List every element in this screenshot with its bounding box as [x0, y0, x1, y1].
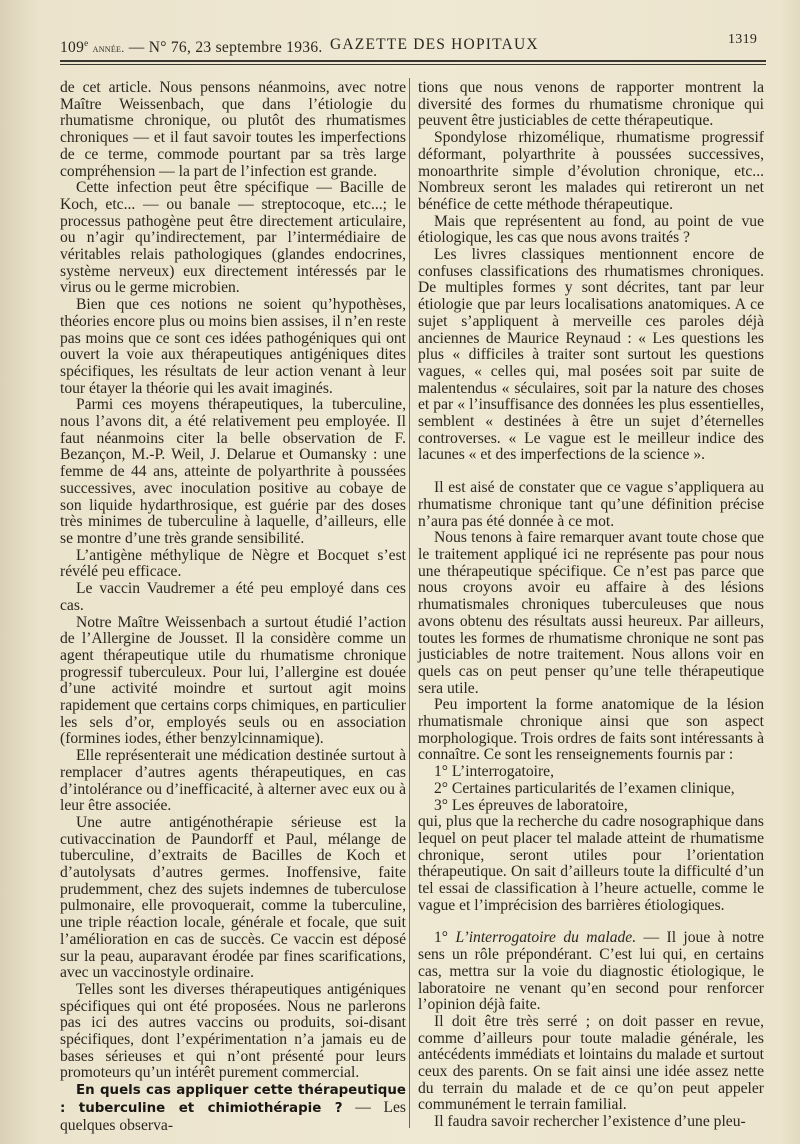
left-column	[60, 80, 406, 1134]
paragraph: Nous tenons à faire remarquer avant toute chose que le traitement appliqué ici ne représente pas pour nous une thérapeutique spécifique. Ce n’est pas parce que nous croyons avoir eu affaire à des lésions rhumatismales chroniques tuberculeuses que nous avons obtenu des résultats aussi heureux. Par ailleurs, toutes les formes de rhumatisme chronique ne sont pas justiciables de notre traitement. Nous allons voir en quels cas on peut penser qu’une telle thérapeutique sera utile.	[418, 529, 764, 697]
paragraph: Bien que ces notions ne soient qu’hypothèses, théories encore plus ou moins bien assises, il n’en reste pas moins que ce sont ces idées pathogéniques qui ont ouvert la voie aux thérapeutiques antigéniques dites spécifiques, les résultats de leur action venant à leur tour étayer la théorie qui les avait imaginés.	[60, 296, 406, 397]
section-title-italic: L’interrogatoire du malade.	[455, 929, 637, 947]
paragraph: Le vaccin Vaudremer a été peu employé dans ces cas.	[60, 580, 406, 614]
paragraph: qui, plus que la recherche du cadre nosographique dans lequel on peut placer tel malade atteint de rhumatisme chronique, seront utiles pour l’orientation thérapeutique. On sait d’ailleurs toute la difficulté d’un tel essai de classification à l’heure actuelle, comme le vague et l’imprécision des barrières étiologiques.	[418, 813, 764, 914]
subheading-tail: — Les quelques observa-	[60, 1098, 406, 1134]
paragraph: Il faudra savoir rechercher l’existence d’une pleu-	[434, 1113, 746, 1131]
page-header	[0, 0, 800, 64]
section-number: 1°	[434, 929, 456, 947]
header-rule-top	[60, 60, 766, 62]
issue-info	[60, 38, 323, 57]
paragraph: Il est aisé de constater que ce vague s’appliquera au rhumatisme chronique tant qu’une définition précise n’aura pas été donnée à ce mot.	[418, 479, 764, 530]
paragraph: Cette infection peut être spécifique — Bacille de Koch, etc... — ou banale — streptocoque, etc...; le processus pathogène peut être directement articulaire, ou n’agir qu’indirectement, par l’intermédiaire de véritables relais pathologiques (glandes endocrines, système nerveux) eux directement intéressés par le virus ou le germe microbien.	[60, 179, 406, 297]
paragraph: Il doit être très serré ; on doit passer en revue, comme d’ailleurs pour toute maladie générale, les antécédents immédiats et lointains du malade et surtout ceux des parents. On se fait ainsi une idée assez nette du terrain du malade et de ce qu’on peut appeler communément le terrain familial.	[418, 1012, 764, 1114]
header-rule-bottom	[60, 64, 766, 65]
section-text: — Il joue à notre sens un rôle prépondérant. C’est lui qui, en certains cas, mettra sur la voie du diagnostic étiologique, le laboratoire ne venant qu’en second pour renforcer l’opinion déjà faite.	[418, 929, 765, 1014]
paragraph: Une autre antigénothérapie sérieuse est la cutivaccination de Paundorff et Paul, mélange de tuberculine, d’extraits de Bacilles de Koch et d’autolysats d’autres germes. Inoffensive, faite prudemment, chez des sujets indemnes de tuberculose pulmonaire, elle provoquerait, comme la tuberculine, une triple réaction locale, générale et focale, que suit l’amélioration en cas de succès. Ce vaccin est déposé sur la peau, auparavant érodée par fines scarifications, avec un vaccinostyle ordinaire.	[60, 813, 406, 982]
paragraph: L’antigène méthylique de Nègre et Bocquet s’est révélé peu efficace.	[60, 546, 406, 581]
paragraph: Parmi ces moyens thérapeutiques, la tuberculine, nous l’avons dit, a été relativement peu employée. Il faut néanmoins citer la belle observation de F. Bezançon, M.-P. Weil, J. Delarue et Oumansky : une femme de 44 ans, atteinte de polyarthrite à poussées successives, avec inoculation positive au cobaye de son liquide hydarthrosique, est guérie par des doses très minimes de tuberculine à laquelle, d’ailleurs, elle se montre d’une très grande sensibilité.	[60, 396, 406, 547]
paragraph: de cet article. Nous pensons néanmoins, avec notre Maître Weissenbach, que dans l’étiologie du rhumatisme chronique, ou plutôt des rhumatismes chroniques — et il faut savoir toutes les imperfections de ce terme, commode pourtant par sa très large compréhension — la part de l’infection est grande.	[60, 79, 406, 180]
paragraph	[418, 930, 764, 1014]
paragraph: Mais que représentent au fond, au point de vue étiologique, les cas que nous avons traités ?	[418, 212, 764, 247]
column-divider	[409, 78, 410, 1128]
year-word: année.	[92, 41, 125, 56]
paragraph: tions que nous venons de rapporter montrent la diversité des formes du rhumatisme chronique qui peuvent être justiciables de cette thérapeutique.	[418, 79, 764, 130]
list-item: 1° L’interrogatoire,	[434, 763, 554, 781]
section-subheading	[60, 1082, 406, 1134]
paragraph: Elle représenterait une médication destinée surtout à remplacer d’autres agents thérapeutiques, en cas d’intolérance ou d’inefficacité, à alterner avec eux ou à leur être associée.	[60, 747, 406, 815]
right-column	[418, 80, 764, 1131]
year-number: 109	[60, 39, 85, 57]
paragraph: Telles sont les diverses thérapeutiques antigéniques spécifiques qui ont été proposées. Nous ne parlerons pas ici des autres vaccins ou produits, soi-disant spécifiques, dont l’expérimentation n’a jamais eu de bases sérieuses et qui n’ont présenté pour leurs promoteurs qu’un intérêt purement commercial.	[60, 980, 406, 1082]
paragraph: Spondylose rhizomélique, rhumatisme progressif déformant, polyarthrite à poussées successives, monoarthrite simple d’évolution chronique, etc... Nombreux seront les malades qui retireront un net bénéfice de cette méthode thérapeutique.	[418, 129, 764, 213]
journal-title: GAZETTE DES HOPITAUX	[330, 36, 539, 53]
issue-date: — N° 76, 23 septembre 1936.	[128, 39, 323, 57]
paragraph: Les livres classiques mentionnent encore de confuses classifications des rhumatismes chroniques. De multiples formes y sont décrites, tant par leur étiologie que par leurs localisations anatomiques. A ce sujet s’appliquent à merveille ces paroles déjà anciennes de Maurice Reynaud : « Les questions les plus « difficiles à traiter sont surtout les questions vagues, « celles qui, mal posées soit par suite de malentendus « séculaires, soit par la nature des choses et par « l’insuffisance des données les plus essentielles, semblent « destinées à être un sujet d’éternelles controverses. « Le vague est le meilleur indice des lacunes « et des imperfections de la science ».	[418, 246, 764, 464]
list-item: 3° Les épreuves de laboratoire,	[434, 796, 628, 814]
page-number: 1319	[728, 32, 758, 47]
list-item: 2° Certaines particularités de l’examen clinique,	[434, 779, 735, 797]
paragraph: Peu importent la forme anatomique de la lésion rhumatismale chronique ainsi que son aspect morphologique. Trois ordres de faits sont intéressants à connaître. Ce sont les renseignements fournis par :	[418, 696, 764, 764]
subheading-bold: En quels cas appliquer cette thérapeutique : tuberculine et chimiothérapie ?	[60, 1083, 406, 1116]
year-ordinal: e	[84, 38, 89, 48]
paragraph: Notre Maître Weissenbach a surtout étudié l’action de l’Allergine de Jousset. Il la considère comme un agent thérapeutique utile du rhumatisme chronique progressif tuberculeux. Pour lui, l’allergine est douée d’une activité moindre et surtout agit moins rapidement que certains corps chimiques, en particulier les sels d’or, employés seuls ou en association (formines iodes, éther benzylcinnamique).	[60, 613, 406, 748]
